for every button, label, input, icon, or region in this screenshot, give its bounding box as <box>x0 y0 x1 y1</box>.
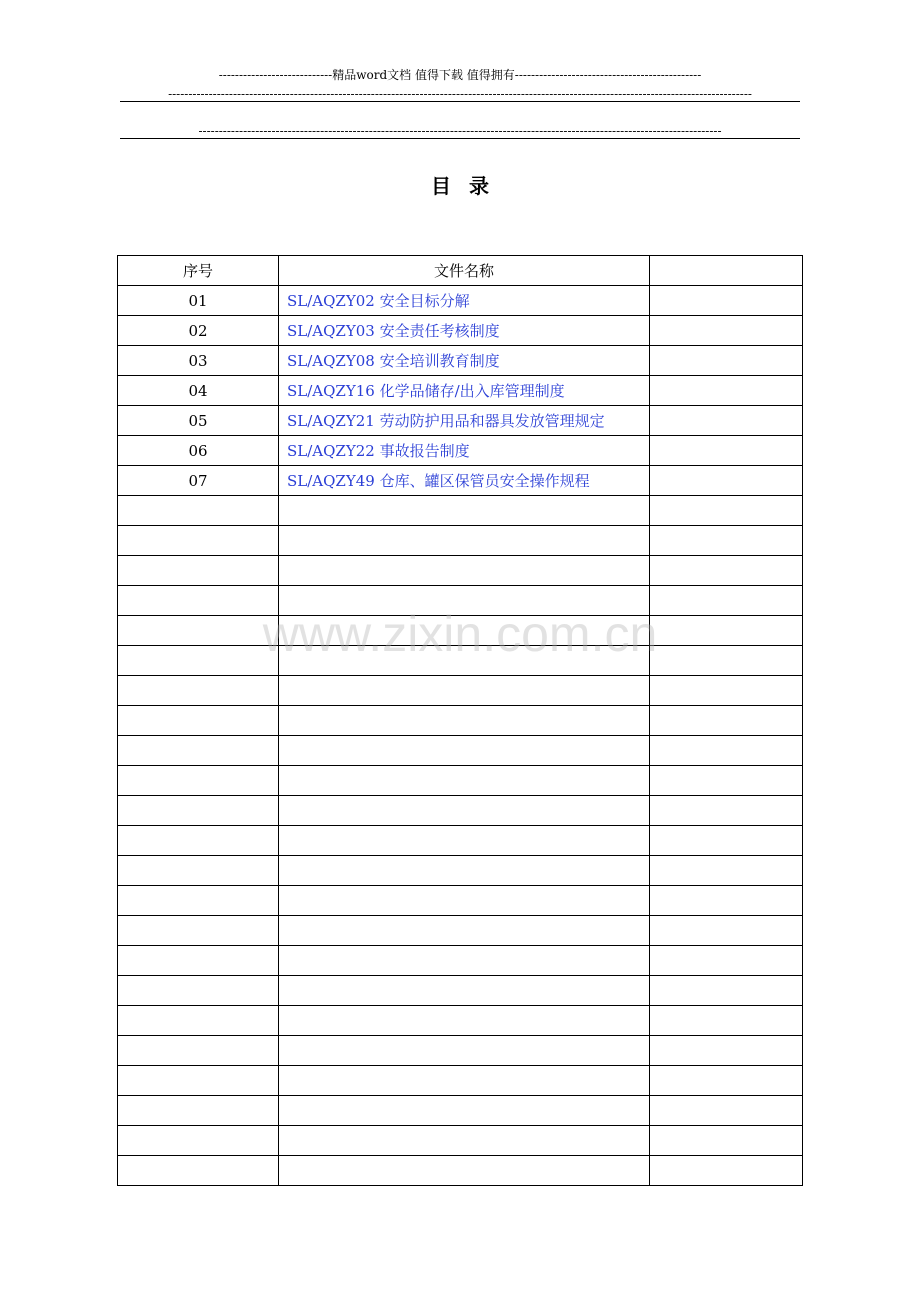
row-number-cell: 02 <box>118 316 279 346</box>
empty-table-row <box>118 496 803 526</box>
empty-cell <box>650 976 803 1006</box>
empty-cell <box>650 526 803 556</box>
empty-cell <box>279 1156 650 1186</box>
empty-table-row <box>118 1096 803 1126</box>
empty-table-row <box>118 976 803 1006</box>
empty-cell <box>279 796 650 826</box>
row-number-cell: 03 <box>118 346 279 376</box>
empty-cell <box>118 1096 279 1126</box>
header-rule-1 <box>120 101 800 102</box>
empty-table-row <box>118 736 803 766</box>
empty-table-row <box>118 646 803 676</box>
row-number-cell: 01 <box>118 286 279 316</box>
empty-cell <box>279 1096 650 1126</box>
empty-cell <box>650 856 803 886</box>
empty-cell <box>279 616 650 646</box>
empty-cell <box>118 526 279 556</box>
empty-cell <box>279 496 650 526</box>
row-filename-cell <box>279 436 650 466</box>
empty-cell <box>279 886 650 916</box>
row-filename-cell <box>279 376 650 406</box>
empty-cell <box>279 1036 650 1066</box>
empty-table-row <box>118 946 803 976</box>
table-row <box>118 436 803 466</box>
empty-cell <box>118 496 279 526</box>
page-title: 目录 <box>431 174 507 198</box>
row-number-cell: 06 <box>118 436 279 466</box>
empty-table-row <box>118 856 803 886</box>
empty-table-row <box>118 676 803 706</box>
header-rule-2 <box>120 138 800 139</box>
document-link[interactable]: SL/AQZY49 仓库、罐区保管员安全操作规程 <box>287 472 590 490</box>
row-number-cell: 04 <box>118 376 279 406</box>
empty-cell <box>118 826 279 856</box>
empty-cell <box>279 1066 650 1096</box>
empty-cell <box>279 736 650 766</box>
empty-table-row <box>118 916 803 946</box>
empty-cell <box>650 826 803 856</box>
empty-cell <box>118 556 279 586</box>
empty-cell <box>118 766 279 796</box>
row-extra-cell <box>650 376 803 406</box>
empty-cell <box>279 856 650 886</box>
empty-cell <box>118 886 279 916</box>
empty-cell <box>118 646 279 676</box>
header-dash-line-3: --------------------------------------------------------------------------------------------------------------------------------- <box>198 124 722 138</box>
table-header-row <box>118 256 803 286</box>
table-row <box>118 376 803 406</box>
empty-table-row <box>118 886 803 916</box>
empty-cell <box>118 946 279 976</box>
header-cell-number: 序号 <box>118 256 279 286</box>
empty-cell <box>650 676 803 706</box>
empty-table-row <box>118 796 803 826</box>
empty-cell <box>650 1036 803 1066</box>
empty-cell <box>279 1006 650 1036</box>
empty-cell <box>279 526 650 556</box>
empty-cell <box>118 856 279 886</box>
empty-table-row <box>118 826 803 856</box>
empty-cell <box>118 676 279 706</box>
empty-table-row <box>118 1156 803 1186</box>
empty-cell <box>650 916 803 946</box>
toc-table <box>117 255 803 1186</box>
row-extra-cell <box>650 466 803 496</box>
table-body <box>118 286 803 1186</box>
empty-cell <box>650 586 803 616</box>
empty-cell <box>650 736 803 766</box>
empty-cell <box>650 1006 803 1036</box>
row-number-cell: 07 <box>118 466 279 496</box>
empty-table-row <box>118 1036 803 1066</box>
empty-cell <box>650 1156 803 1186</box>
document-link[interactable]: SL/AQZY02 安全目标分解 <box>287 292 470 310</box>
row-filename-cell <box>279 316 650 346</box>
empty-cell <box>279 826 650 856</box>
empty-cell <box>118 916 279 946</box>
empty-cell <box>118 976 279 1006</box>
row-extra-cell <box>650 286 803 316</box>
empty-cell <box>650 766 803 796</box>
header-dash-line-2: ------------------------------------------------------------------------------------------------------------------------------------------------ <box>168 87 752 101</box>
empty-cell <box>118 1156 279 1186</box>
row-filename-cell <box>279 346 650 376</box>
empty-cell <box>118 616 279 646</box>
empty-cell <box>279 916 650 946</box>
empty-cell <box>650 706 803 736</box>
row-extra-cell <box>650 436 803 466</box>
empty-table-row <box>118 706 803 736</box>
row-filename-cell <box>279 406 650 436</box>
empty-cell <box>650 886 803 916</box>
table-row <box>118 286 803 316</box>
empty-cell <box>650 1126 803 1156</box>
empty-table-row <box>118 586 803 616</box>
empty-cell <box>650 616 803 646</box>
row-filename-cell <box>279 286 650 316</box>
empty-table-row <box>118 556 803 586</box>
empty-table-row <box>118 766 803 796</box>
empty-cell <box>279 766 650 796</box>
empty-cell <box>118 586 279 616</box>
empty-cell <box>279 556 650 586</box>
empty-cell <box>118 796 279 826</box>
empty-cell <box>279 586 650 616</box>
empty-cell <box>650 946 803 976</box>
empty-table-row <box>118 526 803 556</box>
empty-cell <box>650 646 803 676</box>
table-row <box>118 316 803 346</box>
empty-table-row <box>118 1006 803 1036</box>
header-cell-filename: 文件名称 <box>279 256 650 286</box>
empty-cell <box>650 496 803 526</box>
empty-cell <box>118 1066 279 1096</box>
table-row <box>118 406 803 436</box>
empty-cell <box>118 1036 279 1066</box>
empty-table-row <box>118 1066 803 1096</box>
row-extra-cell <box>650 346 803 376</box>
empty-cell <box>279 946 650 976</box>
document-link[interactable]: SL/AQZY03 安全责任考核制度 <box>287 322 500 340</box>
table-row <box>118 466 803 496</box>
empty-cell <box>650 796 803 826</box>
row-number-cell: 05 <box>118 406 279 436</box>
empty-cell <box>279 1126 650 1156</box>
document-link[interactable]: SL/AQZY21 劳动防护用品和器具发放管理规定 <box>287 412 605 430</box>
empty-cell <box>118 706 279 736</box>
document-link[interactable]: SL/AQZY08 安全培训教育制度 <box>287 352 500 370</box>
empty-cell <box>650 556 803 586</box>
empty-cell <box>279 706 650 736</box>
row-filename-cell <box>279 466 650 496</box>
row-extra-cell <box>650 406 803 436</box>
empty-cell <box>279 976 650 1006</box>
document-link[interactable]: SL/AQZY16 化学品储存/出入库管理制度 <box>287 382 565 400</box>
empty-cell <box>279 646 650 676</box>
header-text-line-1: ----------------------------精品word文档 值得下载 值得拥有---------------------------------------------- <box>218 68 702 82</box>
empty-cell <box>279 676 650 706</box>
document-link[interactable]: SL/AQZY22 事故报告制度 <box>287 442 470 460</box>
empty-cell <box>118 1006 279 1036</box>
empty-cell <box>650 1066 803 1096</box>
empty-table-row <box>118 1126 803 1156</box>
row-extra-cell <box>650 316 803 346</box>
empty-table-row <box>118 616 803 646</box>
header-cell-extra <box>650 256 803 286</box>
empty-cell <box>118 1126 279 1156</box>
table-row <box>118 346 803 376</box>
empty-cell <box>118 736 279 766</box>
empty-cell <box>650 1096 803 1126</box>
watermark: www.zixin.com.cn <box>262 606 658 662</box>
